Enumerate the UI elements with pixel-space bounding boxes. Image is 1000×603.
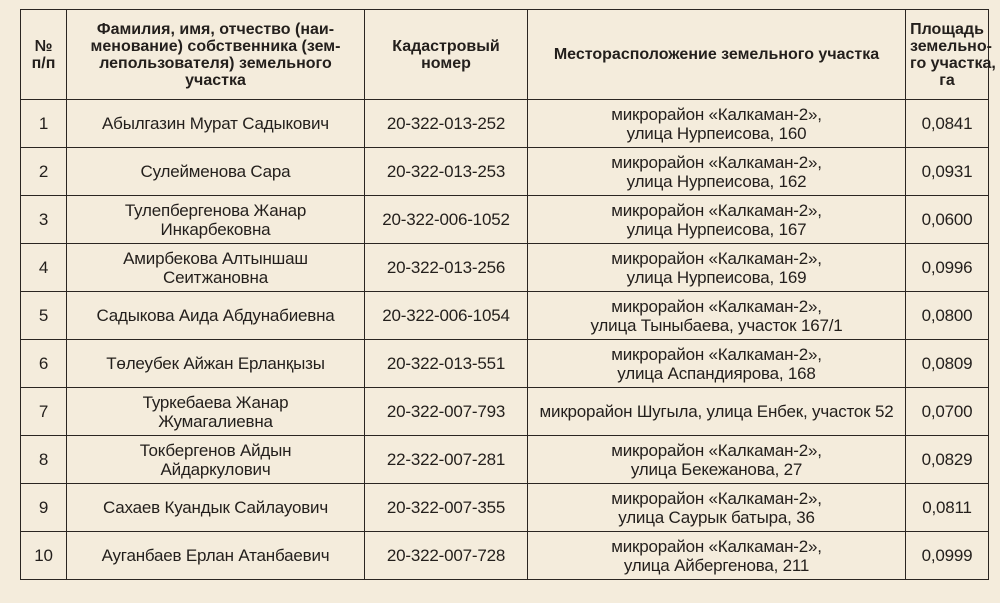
table-row	[21, 436, 989, 484]
table-row	[21, 532, 989, 580]
table-row	[21, 148, 989, 196]
cell-owner-name	[67, 436, 365, 484]
cell-owner-name	[67, 532, 365, 580]
cell-owner-name-line: Төлеубек Айжан Ерланқызы	[106, 354, 325, 373]
cell-owner-name	[67, 388, 365, 436]
header-cadastral-number-line: Кадастровый	[392, 37, 500, 55]
cell-location-line: улица Нурпеисова, 167	[626, 219, 807, 239]
cell-area: 0,0809	[906, 340, 989, 388]
table-row	[21, 340, 989, 388]
header-cadastral-number-line: номер	[421, 54, 471, 72]
header-owner-name-line: участка	[185, 71, 246, 89]
cell-location-line: микрорайон «Калкаман-2»,	[611, 488, 822, 508]
header-num	[21, 10, 67, 100]
cell-location	[528, 292, 906, 340]
cell-location	[528, 340, 906, 388]
cell-owner-name	[67, 148, 365, 196]
table-row	[21, 244, 989, 292]
cell-num: 4	[21, 244, 67, 292]
cell-location	[528, 532, 906, 580]
table-row	[21, 100, 989, 148]
cell-num: 7	[21, 388, 67, 436]
header-area-line: га	[939, 71, 955, 89]
cell-owner-name-line: Токбергенов Айдын	[139, 440, 292, 460]
header-area-line: го участка,	[910, 54, 996, 72]
cell-location	[528, 196, 906, 244]
cell-owner-name-line: Сахаев Куандык Сайлауович	[103, 498, 328, 517]
cell-num: 9	[21, 484, 67, 532]
cell-cadastral-number: 20-322-013-252	[365, 100, 528, 148]
cell-num: 3	[21, 196, 67, 244]
cell-location-line: улица Нурпеисова, 169	[626, 267, 807, 287]
cell-location-line: микрорайон «Калкаман-2»,	[611, 152, 822, 172]
cell-owner-name	[67, 100, 365, 148]
cell-location	[528, 148, 906, 196]
cell-location-line: улица Нурпеисова, 162	[626, 171, 807, 191]
header-area-line: земельно-	[910, 37, 992, 55]
cell-owner-name-line: Тулепбергенова Жанар	[124, 200, 307, 220]
table-row	[21, 388, 989, 436]
cell-owner-name-line: Жумагалиевна	[158, 411, 273, 431]
table-row	[21, 196, 989, 244]
cell-cadastral-number: 20-322-006-1052	[365, 196, 528, 244]
cell-area: 0,0800	[906, 292, 989, 340]
cell-location-line: микрорайон Шугыла, улица Енбек, участок 52	[539, 402, 894, 421]
cell-owner-name	[67, 340, 365, 388]
cell-owner-name-line: Сеитжановна	[163, 267, 268, 287]
cell-location	[528, 388, 906, 436]
cell-location-line: улица Нурпеисова, 160	[626, 123, 807, 143]
header-owner-name-line: менование) собственника (зем-	[90, 37, 341, 55]
header-location-line: Месторасположение земельного участка	[553, 46, 880, 63]
cell-owner-name-line: Сулейменова Сара	[140, 162, 291, 181]
cell-area: 0,0700	[906, 388, 989, 436]
cell-cadastral-number: 20-322-007-355	[365, 484, 528, 532]
cell-cadastral-number: 20-322-006-1054	[365, 292, 528, 340]
header-owner-name-line: Фамилия, имя, отчество (наи-	[96, 20, 335, 38]
cell-location-line: микрорайон «Калкаман-2»,	[611, 248, 822, 268]
cell-location	[528, 100, 906, 148]
cell-owner-name-line: Инкарбековна	[160, 219, 271, 239]
header-location	[528, 10, 906, 100]
cell-area: 0,0841	[906, 100, 989, 148]
header-area-line: Площадь	[910, 20, 984, 38]
cell-num: 5	[21, 292, 67, 340]
header-num-line: №	[34, 37, 53, 55]
cell-cadastral-number: 22-322-007-281	[365, 436, 528, 484]
cell-area: 0,0999	[906, 532, 989, 580]
table-row	[21, 484, 989, 532]
cell-area: 0,0996	[906, 244, 989, 292]
header-area	[906, 10, 996, 100]
cell-cadastral-number: 20-322-007-728	[365, 532, 528, 580]
cell-owner-name-line: Ауганбаев Ерлан Атанбаевич	[101, 546, 330, 565]
cell-cadastral-number: 20-322-013-551	[365, 340, 528, 388]
cell-num: 8	[21, 436, 67, 484]
cell-num: 1	[21, 100, 67, 148]
cell-owner-name-line: Айдаркулович	[160, 459, 271, 479]
cell-owner-name-line: Садыкова Аида Абдунабиевна	[96, 306, 335, 325]
header-owner-name-line: лепользователя) земельного	[99, 54, 332, 72]
cell-area: 0,0811	[906, 484, 989, 532]
cell-location-line: микрорайон «Калкаман-2»,	[611, 200, 822, 220]
land-plots-table	[20, 9, 996, 580]
cell-cadastral-number: 20-322-013-256	[365, 244, 528, 292]
cell-location-line: микрорайон «Калкаман-2»,	[611, 536, 822, 556]
cell-location-line: микрорайон «Калкаман-2»,	[611, 104, 822, 124]
cell-num: 2	[21, 148, 67, 196]
cell-area: 0,0931	[906, 148, 989, 196]
cell-location	[528, 484, 906, 532]
cell-location	[528, 436, 906, 484]
cell-location	[528, 244, 906, 292]
header-row	[21, 10, 989, 100]
cell-location-line: микрорайон «Калкаман-2»,	[611, 296, 822, 316]
cell-owner-name	[67, 196, 365, 244]
cell-num: 6	[21, 340, 67, 388]
cell-location-line: улица Айбергенова, 211	[623, 555, 810, 575]
cell-cadastral-number: 20-322-007-793	[365, 388, 528, 436]
cell-location-line: улица Тыныбаева, участок 167/1	[590, 315, 843, 335]
cell-owner-name-line: Туркебаева Жанар	[142, 392, 289, 412]
table-row	[21, 292, 989, 340]
header-num-line: п/п	[31, 54, 56, 72]
cell-owner-name-line: Абылгазин Мурат Садыкович	[102, 114, 329, 133]
cell-location-line: улица Бекежанова, 27	[630, 459, 803, 479]
cell-owner-name	[67, 292, 365, 340]
cell-area: 0,0829	[906, 436, 989, 484]
cell-owner-name	[67, 484, 365, 532]
cell-location-line: микрорайон «Калкаман-2»,	[611, 440, 822, 460]
cell-owner-name	[67, 244, 365, 292]
cell-location-line: улица Аспандиярова, 168	[617, 363, 816, 383]
cell-area: 0,0600	[906, 196, 989, 244]
header-cadastral-number	[365, 10, 528, 100]
cell-location-line: улица Саурык батыра, 36	[618, 507, 815, 527]
cell-owner-name-line: Амирбекова Алтыншаш	[123, 248, 308, 268]
header-owner-name	[67, 10, 365, 100]
cell-location-line: микрорайон «Калкаман-2»,	[611, 344, 822, 364]
cell-num: 10	[21, 532, 67, 580]
cell-cadastral-number: 20-322-013-253	[365, 148, 528, 196]
